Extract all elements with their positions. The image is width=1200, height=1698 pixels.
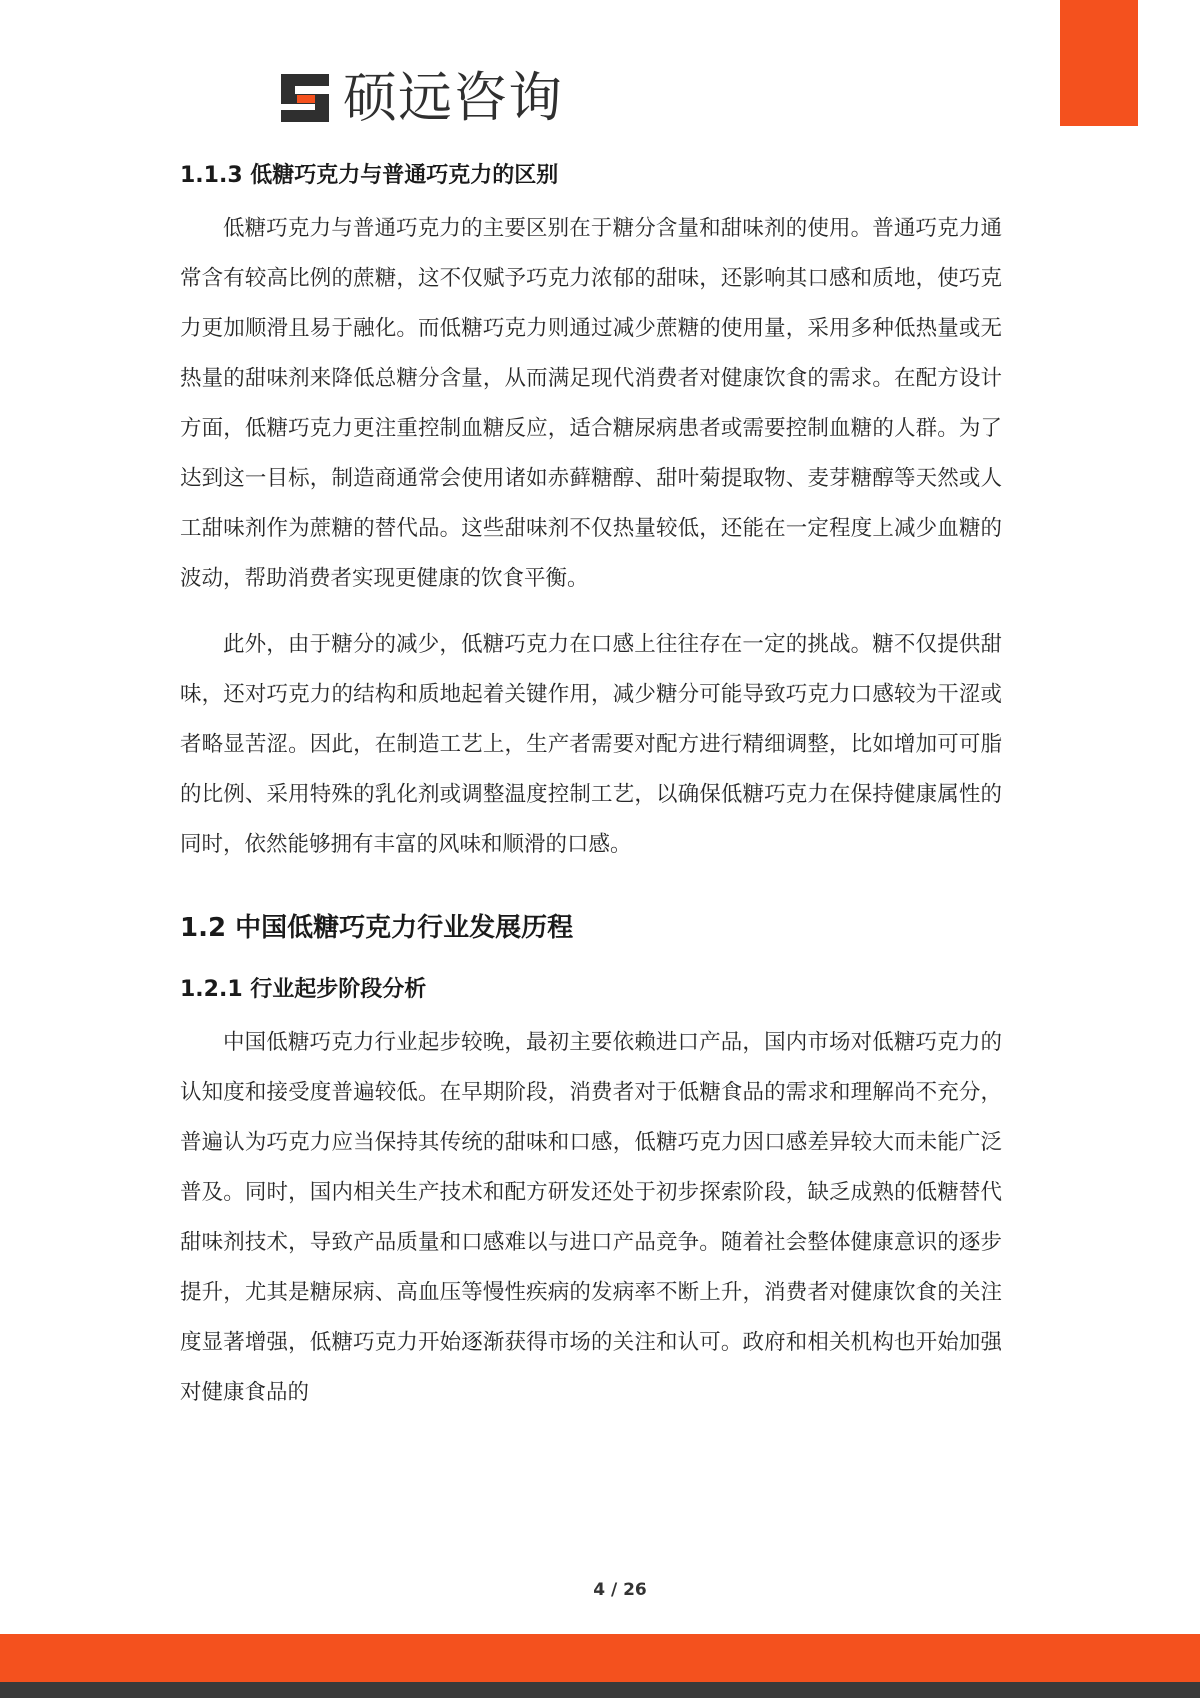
- footer-accent-bar: [0, 1634, 1200, 1682]
- brand-name: 硕远咨询: [343, 66, 563, 129]
- paragraph: 此外，由于糖分的减少，低糖巧克力在口感上往往存在一定的挑战。糖不仅提供甜味，还对巧克力的结构和质地起着关键作用，减少糖分可能导致巧克力口感较为干涩或者略显苦涩。因此，在制造工艺上，生产者需要对配方进行精细调整，比如增加可可脂的比例、采用特殊的乳化剂或调整温度控制工艺，以确保低糖巧克力在保持健康属性的同时，依然能够拥有丰富的风味和顺滑的口感。: [180, 632, 1002, 857]
- corner-accent-block: [1060, 0, 1138, 126]
- section-heading-1-2-1: 1.2.1 行业起步阶段分析: [180, 977, 427, 1002]
- page-number: 4 / 26: [593, 1580, 647, 1600]
- brand-logo: [277, 62, 563, 134]
- document-body: [180, 158, 1002, 1418]
- footer-dark-strip: [0, 1682, 1200, 1698]
- paragraph: 中国低糖巧克力行业起步较晚，最初主要依赖进口产品，国内市场对低糖巧克力的认知度和接受度普遍较低。在早期阶段，消费者对于低糖食品的需求和理解尚不充分，普遍认为巧克力应当保持其传统的甜味和口感，低糖巧克力因口感差异较大而未能广泛普及。同时，国内相关生产技术和配方研发还处于初步探索阶段，缺乏成熟的低糖替代甜味剂技术，导致产品质量和口感难以与进口产品竞争。随着社会整体健康意识的逐步提升，尤其是糖尿病、高血压等慢性疾病的发病率不断上升，消费者对健康饮食的关注度显著增强，低糖巧克力开始逐渐获得市场的关注和认可。政府和相关机构也开始加强对健康食品的: [180, 1030, 1002, 1405]
- section-heading-1-2: 1.2 中国低糖巧克力行业发展历程: [180, 913, 574, 943]
- sy-logo-icon: [277, 70, 333, 126]
- section-heading-1-1-3: 1.1.3 低糖巧克力与普通巧克力的区别: [180, 163, 559, 188]
- paragraph: 低糖巧克力与普通巧克力的主要区别在于糖分含量和甜味剂的使用。普通巧克力通常含有较高比例的蔗糖，这不仅赋予巧克力浓郁的甜味，还影响其口感和质地，使巧克力更加顺滑且易于融化。而低糖巧克力则通过减少蔗糖的使用量，采用多种低热量或无热量的甜味剂来降低总糖分含量，从而满足现代消费者对健康饮食的需求。在配方设计方面，低糖巧克力更注重控制血糖反应，适合糖尿病患者或需要控制血糖的人群。为了达到这一目标，制造商通常会使用诸如赤藓糖醇、甜叶菊提取物、麦芽糖醇等天然或人工甜味剂作为蔗糖的替代品。这些甜味剂不仅热量较低，还能在一定程度上减少血糖的波动，帮助消费者实现更健康的饮食平衡。: [180, 216, 1002, 591]
